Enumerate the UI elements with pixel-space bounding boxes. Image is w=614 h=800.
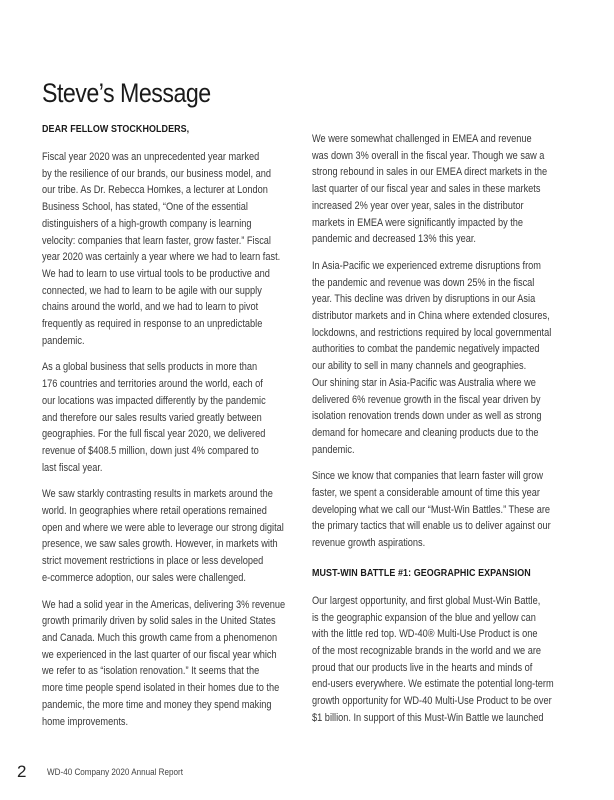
paragraph (312, 131, 592, 248)
text-line: revenue of $408.5 million, down just 4% compared to (42, 444, 259, 457)
text-line: We were somewhat challenged in EMEA and revenue (312, 133, 532, 145)
text-line: e-commerce adoption, our sales were challenged. (42, 571, 246, 584)
text-line: presence, we saw sales growth. However, in markets with (42, 538, 278, 551)
salutation-heading: DEAR FELLOW STOCKHOLDERS, (42, 123, 190, 135)
text-line: markets in EMEA were significantly impacted by the (312, 216, 524, 229)
text-line: year. This decline was driven by disruptions in our Asia (312, 293, 536, 306)
text-line: As a global business that sells products in more than (42, 361, 258, 374)
left-paragraphs (42, 149, 322, 730)
text-line: increased 2% year over year, sales in the distributor (312, 199, 524, 212)
text-line: revenue growth aspirations. (312, 537, 426, 550)
text-line: velocity: companies that learn faster, grow faster.” Fiscal (42, 234, 271, 247)
paragraph (42, 486, 322, 586)
text-line: the primary tactics that will enable us to deliver against our (312, 520, 551, 533)
text-line: year 2020 was certainly a year where we had to learn fast. (42, 251, 281, 264)
text-line: the pandemic and revenue was down 25% in the fiscal (312, 276, 535, 289)
paragraph (312, 468, 592, 552)
text-line: growth primarily driven by solid sales in the United States (42, 615, 276, 628)
text-line: home improvements. (42, 715, 129, 728)
text-line: end-users everywhere. We estimate the potential long-term (312, 678, 554, 691)
text-line: developing what we call our “Must-Win Battles.” These are (312, 503, 551, 516)
text-line: distributor markets and in China where extended closures, (312, 310, 550, 323)
footer-text: WD-40 Company 2020 Annual Report (47, 767, 183, 777)
right-paragraphs-after-heading (312, 593, 592, 727)
page-title: Steve’s Message (42, 78, 211, 108)
text-line: We had a solid year in the Americas, delivering 3% revenue (42, 598, 286, 611)
right-column (312, 131, 592, 737)
text-line: We saw starkly contrasting results in markets around the (42, 488, 273, 501)
text-line: was down 3% overall in the fiscal year. Though we saw a (312, 149, 545, 162)
paragraph (42, 149, 322, 349)
text-line: more time people spend isolated in their homes due to the (42, 682, 280, 695)
text-line: In Asia-Pacific we experienced extreme disruptions from (312, 259, 541, 272)
text-line: by the resilience of our brands, our business model, and (42, 167, 272, 180)
text-line: Our shining star in Asia-Pacific was Australia where we (312, 376, 536, 389)
text-line: Since we know that companies that learn faster will grow (312, 470, 544, 483)
text-line: is the geographic expansion of the blue and yellow can (312, 611, 536, 624)
text-line: of the most recognizable brands in the world and we are (312, 644, 542, 657)
paragraph (42, 359, 322, 476)
text-line: delivered 6% revenue growth in the fiscal year driven by (312, 393, 541, 406)
text-line: we refer to as “isolation renovation.” It seems that the (42, 665, 260, 678)
left-column (42, 122, 322, 740)
text-line: last quarter of our fiscal year and sales in these markets (312, 183, 541, 196)
text-line: last fiscal year. (42, 461, 103, 474)
page-number: 2 (17, 762, 27, 781)
text-line: Fiscal year 2020 was an unprecedented year marked (42, 151, 260, 163)
paragraph (312, 593, 592, 727)
text-line: and therefore our sales results varied greatly between (42, 411, 262, 424)
text-line: proud that our products live in the hearts and minds of (312, 661, 533, 674)
text-line: our locations was impacted differently by the pandemic (42, 394, 266, 407)
text-line: distinguishers of a high-growth company is learning (42, 217, 252, 230)
text-line: growth opportunity for WD-40 Multi-Use Product to be over (312, 695, 552, 708)
text-line: We had to learn to use virtual tools to be productive and (42, 267, 270, 280)
text-line: open and where we were able to leverage our strong digital (42, 521, 284, 534)
text-line: world. In geographies where retail operations remained (42, 505, 267, 518)
text-line: pandemic, the more time and money they spend making (42, 698, 272, 711)
text-line: our tribe. As Dr. Rebecca Homkes, a lecturer at London (42, 184, 268, 197)
text-line: demand for homecare and cleaning products due to the (312, 426, 539, 439)
text-line: 176 countries and territories around the world, each of (42, 378, 263, 391)
text-line: and Canada. Much this growth came from a phenomenon (42, 631, 278, 644)
text-line: geographies. For the full fiscal year 2020, we delivered (42, 428, 266, 441)
text-line: pandemic. (42, 334, 85, 347)
text-line: strong rebound in sales in our EMEA direct markets in the (312, 166, 548, 179)
right-paragraphs (312, 131, 592, 552)
text-line: Business School, has stated, “One of the essential (42, 201, 248, 214)
text-line: strict movement restrictions in place or less developed (42, 555, 264, 568)
text-line: Our largest opportunity, and first global Must-Win Battle, (312, 594, 541, 607)
text-line: pandemic and decreased 13% this year. (312, 233, 476, 246)
text-line: authorities to combat the pandemic negatively impacted (312, 343, 540, 356)
text-line: our ability to sell in many channels and geographies. (312, 360, 527, 373)
text-line: $1 billion. In support of this Must-Win Battle we launched (312, 711, 544, 724)
text-line: lockdowns, and restrictions required by local governmental (312, 326, 552, 339)
text-line: pandemic. (312, 443, 355, 456)
text-line: with the little red top. WD-40® Multi-Use Product is one (312, 628, 538, 641)
text-line: frequently as required in response to an unpredictable (42, 318, 263, 331)
text-line: we experienced in the last quarter of our fiscal year which (42, 648, 277, 661)
paragraph (312, 258, 592, 458)
text-line: isolation renovation trends down under as well as strong (312, 410, 542, 423)
section-heading: MUST-WIN BATTLE #1: GEOGRAPHIC EXPANSION (312, 566, 531, 579)
paragraph (42, 597, 322, 731)
text-line: chains around the world, and we had to learn to pivot (42, 301, 259, 314)
text-line: faster, we spent a considerable amount of time this year (312, 487, 540, 500)
text-line: connected, we had to learn to be agile with our supply (42, 284, 262, 297)
